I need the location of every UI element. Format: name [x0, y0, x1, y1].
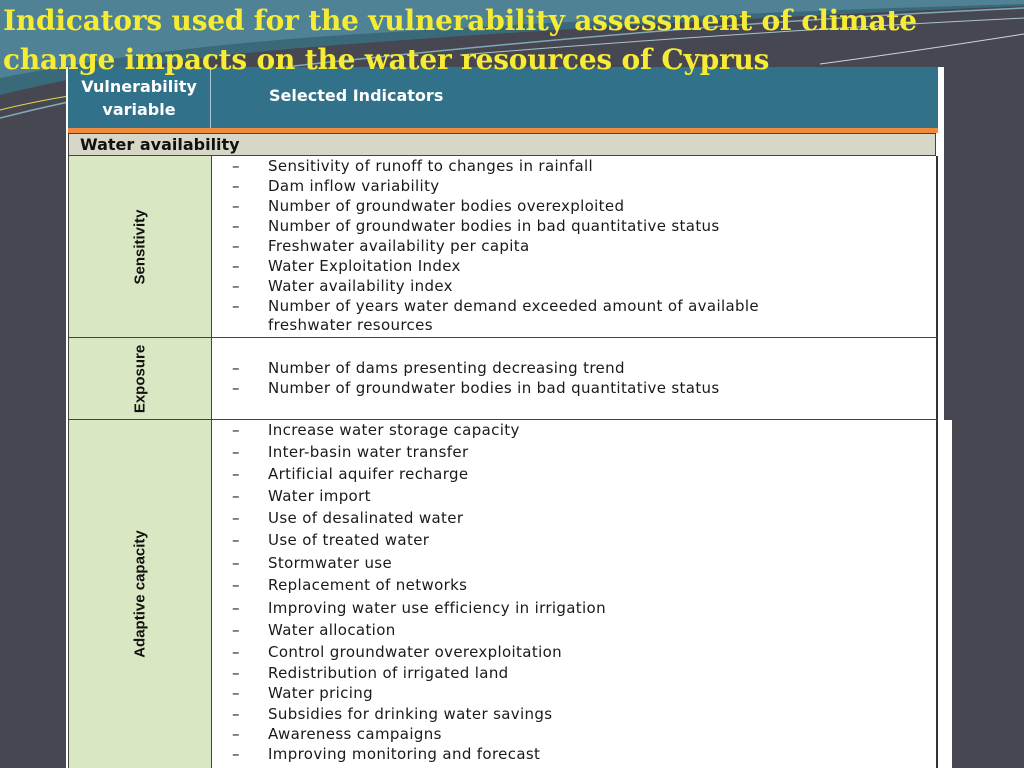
bullet-dash: – — [232, 621, 240, 639]
bullet-dash: – — [232, 197, 240, 215]
exposure-block — [68, 338, 938, 420]
bullet-dash: – — [232, 379, 240, 397]
bullet-dash: – — [232, 599, 240, 617]
bullet-dash: – — [232, 217, 240, 235]
table-sheet-extension — [936, 420, 952, 768]
bullet-dash: – — [232, 643, 240, 661]
bullet-dash: – — [232, 509, 240, 527]
bullet-dash: – — [232, 237, 240, 255]
bullet-dash: – — [232, 705, 240, 723]
header-selected-indicators: Selected Indicators — [269, 86, 444, 105]
exposure-label-cell — [68, 338, 212, 420]
header-vulnerability-variable: Vulnerability variable — [68, 67, 211, 128]
sensitivity-label: Sensitivity — [131, 209, 149, 285]
bullet-dash: – — [232, 277, 240, 295]
sensitivity-block — [68, 156, 938, 338]
bullet-dash: – — [232, 421, 240, 439]
indicator-table — [68, 67, 938, 768]
adaptive-block — [68, 420, 938, 768]
adaptive-capacity-label: Adaptive capacity — [131, 530, 149, 658]
bullet-dash: – — [232, 684, 240, 702]
bullet-dash: – — [232, 443, 240, 461]
sensitivity-items: – Sensitivity of runoff to changes in rainfall – Dam inflow variability – Number of groundwater bodies overexploited – Number of groundwater bodies in bad quantitative status – Freshwater availability per capita – Water Exploitation Index – Water availability index – Number of years water demand exceeded amount of available freshwater resources — [212, 156, 938, 338]
bullet-dash: – — [232, 576, 240, 594]
bullet-dash: – — [232, 487, 240, 505]
bullet-dash: – — [232, 745, 240, 763]
exposure-label: Exposure — [131, 344, 149, 414]
bullet-dash: – — [232, 531, 240, 549]
bullet-dash: – — [232, 297, 240, 315]
adaptive-label-cell — [68, 420, 212, 768]
bullet-dash: – — [232, 157, 240, 175]
adaptive-items: – Increase water storage capacity – Inter-basin water transfer – Artificial aquifer recharge – Water import – Use of desalinated water – Use of treated water – Stormwater use – Replacement of networks – Improving water use efficiency in irrigation – Water allocation – Control groundwater overexploitation – Redistribution of irrigated land – Water pricing – Subsidies for drinking water savings – Awareness campaigns – Improving monitoring and forecast — [212, 420, 938, 768]
slide-title: Indicators used for the vulnerability assessment of climate change impacts on the water resources of Cyprus — [3, 4, 917, 76]
bullet-dash: – — [232, 725, 240, 743]
bullet-dash: – — [232, 359, 240, 377]
bullet-dash: – — [232, 554, 240, 572]
bullet-dash: – — [232, 177, 240, 195]
bullet-dash: – — [232, 257, 240, 275]
bullet-dash: – — [232, 664, 240, 682]
exposure-items: – Number of dams presenting decreasing trend – Number of groundwater bodies in bad quantitative status — [212, 338, 938, 420]
bullet-dash: – — [232, 465, 240, 483]
sensitivity-label-cell — [68, 156, 212, 338]
section-water-availability: Water availability — [68, 133, 936, 156]
